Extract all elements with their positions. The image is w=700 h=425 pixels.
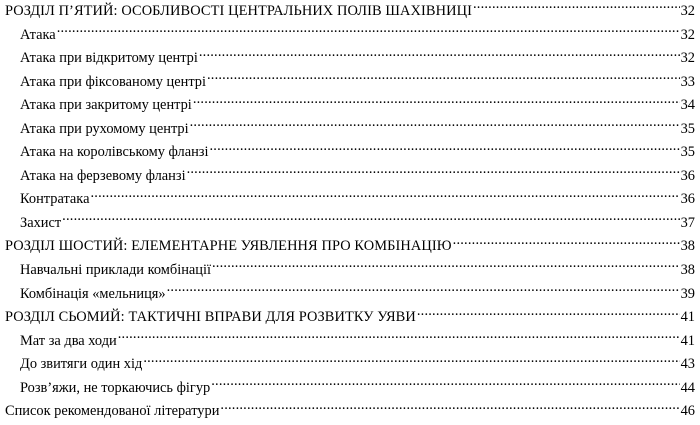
toc-entry-chapter-6[interactable] <box>5 235 695 259</box>
toc-entry-page: 36 <box>680 191 695 208</box>
toc-entry[interactable] <box>5 47 695 71</box>
toc-entry-page: 41 <box>680 309 695 326</box>
dot-leader <box>212 260 680 274</box>
toc-entry-title: РОЗДІЛ ШОСТИЙ: ЕЛЕМЕНТАРНЕ УЯВЛЕННЯ ПРО КОМБІНАЦІЮ <box>5 238 452 255</box>
toc-entry-page: 46 <box>680 403 695 420</box>
toc-entry-title: Атака при відкритому центрі <box>20 50 198 67</box>
toc-entry-page: 33 <box>680 73 695 90</box>
toc-entry[interactable] <box>5 353 695 377</box>
toc-entry-title: Захист <box>20 214 62 231</box>
toc-entry-title: Розв’яжи, не торкаючись фігур <box>20 379 211 396</box>
toc-entry-title: Комбінація «мельниця» <box>20 285 166 302</box>
toc-entry-title: До звитяги один хід <box>20 356 143 373</box>
toc-entry-title: Атака на ферзевому фланзі <box>20 167 186 184</box>
toc-entry-page: 43 <box>680 356 695 373</box>
toc-entry-title: Контратака <box>20 191 90 208</box>
dot-leader <box>57 24 680 38</box>
toc-entry-page: 35 <box>680 144 695 161</box>
toc-entry-page: 38 <box>680 262 695 279</box>
dot-leader <box>167 283 680 297</box>
toc-entry-page: 35 <box>680 120 695 137</box>
toc-entry[interactable] <box>5 330 695 354</box>
toc-entry[interactable] <box>5 94 695 118</box>
dot-leader <box>207 71 680 85</box>
toc-entry-title: РОЗДІЛ П’ЯТИЙ: ОСОБЛИВОСТІ ЦЕНТРАЛЬНИХ ПОЛІВ ШАХІВНИЦІ <box>5 3 472 19</box>
toc-entry-page: 38 <box>680 238 695 255</box>
toc-entry-title: Атака при рухомому центрі <box>20 120 189 137</box>
dot-leader <box>220 401 679 415</box>
toc-entry-chapter-5[interactable] <box>5 0 695 24</box>
dot-leader <box>211 377 679 391</box>
toc-entry[interactable] <box>5 377 695 401</box>
toc-entry-title: Навчальні приклади комбінації <box>20 262 211 279</box>
toc-entry-title: РОЗДІЛ СЬОМИЙ: ТАКТИЧНІ ВПРАВИ ДЛЯ РОЗВИТКУ УЯВИ <box>5 309 416 326</box>
toc-entry-page: 32 <box>680 3 695 19</box>
toc-entry[interactable] <box>5 283 695 307</box>
toc-entry-page: 36 <box>680 167 695 184</box>
toc-entry-chapter-7[interactable] <box>5 306 695 330</box>
dot-leader <box>118 330 680 344</box>
dot-leader <box>209 142 679 156</box>
toc-entry-page: 32 <box>680 50 695 67</box>
toc-entry[interactable] <box>5 259 695 283</box>
toc-entry[interactable] <box>5 24 695 48</box>
toc-entry[interactable] <box>5 165 695 189</box>
toc-entry[interactable] <box>5 118 695 142</box>
toc-entry-page: 34 <box>680 97 695 114</box>
toc-entry-title: Атака при закритому центрі <box>20 97 192 114</box>
table-of-contents <box>5 0 695 424</box>
toc-entry-page: 41 <box>680 332 695 349</box>
toc-entry-page: 32 <box>680 26 695 43</box>
dot-leader <box>90 189 679 203</box>
toc-entry[interactable] <box>5 188 695 212</box>
dot-leader <box>199 48 680 62</box>
toc-entry-bibliography[interactable] <box>5 400 695 424</box>
dot-leader <box>62 213 679 227</box>
toc-entry-title: Атака при фіксованому центрі <box>20 73 206 90</box>
dot-leader <box>190 118 680 132</box>
dot-leader <box>143 354 679 368</box>
toc-entry-title: Список рекомендованої літератури <box>5 403 220 420</box>
dot-leader <box>193 95 680 109</box>
toc-entry-page: 37 <box>680 214 695 231</box>
toc-entry-title: Атака <box>20 26 56 43</box>
dot-leader <box>453 236 680 250</box>
dot-leader <box>473 1 680 15</box>
toc-entry[interactable] <box>5 71 695 95</box>
toc-entry[interactable] <box>5 212 695 236</box>
toc-entry[interactable] <box>5 141 695 165</box>
toc-entry-page: 39 <box>680 285 695 302</box>
toc-entry-title: Атака на королівському фланзі <box>20 144 209 161</box>
toc-entry-title: Мат за два ходи <box>20 332 117 349</box>
dot-leader <box>417 307 680 321</box>
toc-entry-page: 44 <box>680 379 695 396</box>
dot-leader <box>187 165 680 179</box>
